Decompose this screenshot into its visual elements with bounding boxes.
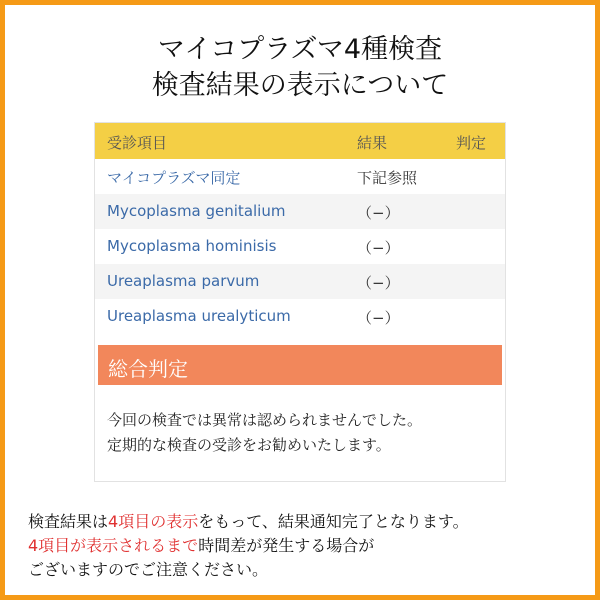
verdict-message-line2: 定期的な検査の受診をお勧めいたします。: [107, 436, 391, 454]
test-name: マイコプラズマ同定: [107, 169, 241, 187]
verdict-label: 総合判定: [108, 357, 188, 381]
info-panel: [5, 5, 595, 595]
test-name: Ureaplasma urealyticum: [107, 307, 291, 325]
header-item: 受診項目: [107, 134, 168, 152]
table-row: [95, 299, 505, 334]
test-result: （−）: [357, 274, 400, 292]
test-result: （−）: [357, 204, 400, 222]
notice-highlight: 4項目が表示されるまで: [28, 536, 199, 555]
table-row: [95, 229, 505, 264]
test-result: （−）: [357, 239, 400, 257]
table-row: [95, 194, 505, 229]
test-name: Mycoplasma hominisis: [107, 237, 277, 255]
results-card: [94, 122, 506, 482]
page-title-line2: 検査結果の表示について: [151, 70, 449, 101]
test-name: Mycoplasma genitalium: [107, 202, 286, 220]
notice-line1: [28, 509, 469, 532]
test-result: 下記参照: [357, 169, 418, 187]
header-judgement: 判定: [456, 134, 487, 152]
table-row: [95, 159, 505, 194]
notice-line3: ございますのでご注意ください。: [28, 560, 269, 579]
table-header: [95, 123, 505, 159]
notice-text: をもって、結果通知完了となります。: [198, 512, 469, 531]
notice-highlight: 4項目の表示: [108, 512, 199, 531]
header-result: 結果: [357, 134, 388, 152]
notice-text: 時間差が発生する場合が: [198, 536, 375, 555]
test-name: Ureaplasma parvum: [107, 272, 260, 290]
table-row: [95, 264, 505, 299]
notice-text: 検査結果は: [28, 512, 109, 531]
overall-verdict-banner: [98, 345, 502, 385]
notice-line2: [28, 533, 374, 556]
verdict-message-line1: 今回の検査では異常は認められませんでした。: [107, 411, 423, 429]
page-title-line1: マイコプラズマ4種検査: [157, 34, 443, 65]
test-result: （−）: [357, 309, 400, 327]
